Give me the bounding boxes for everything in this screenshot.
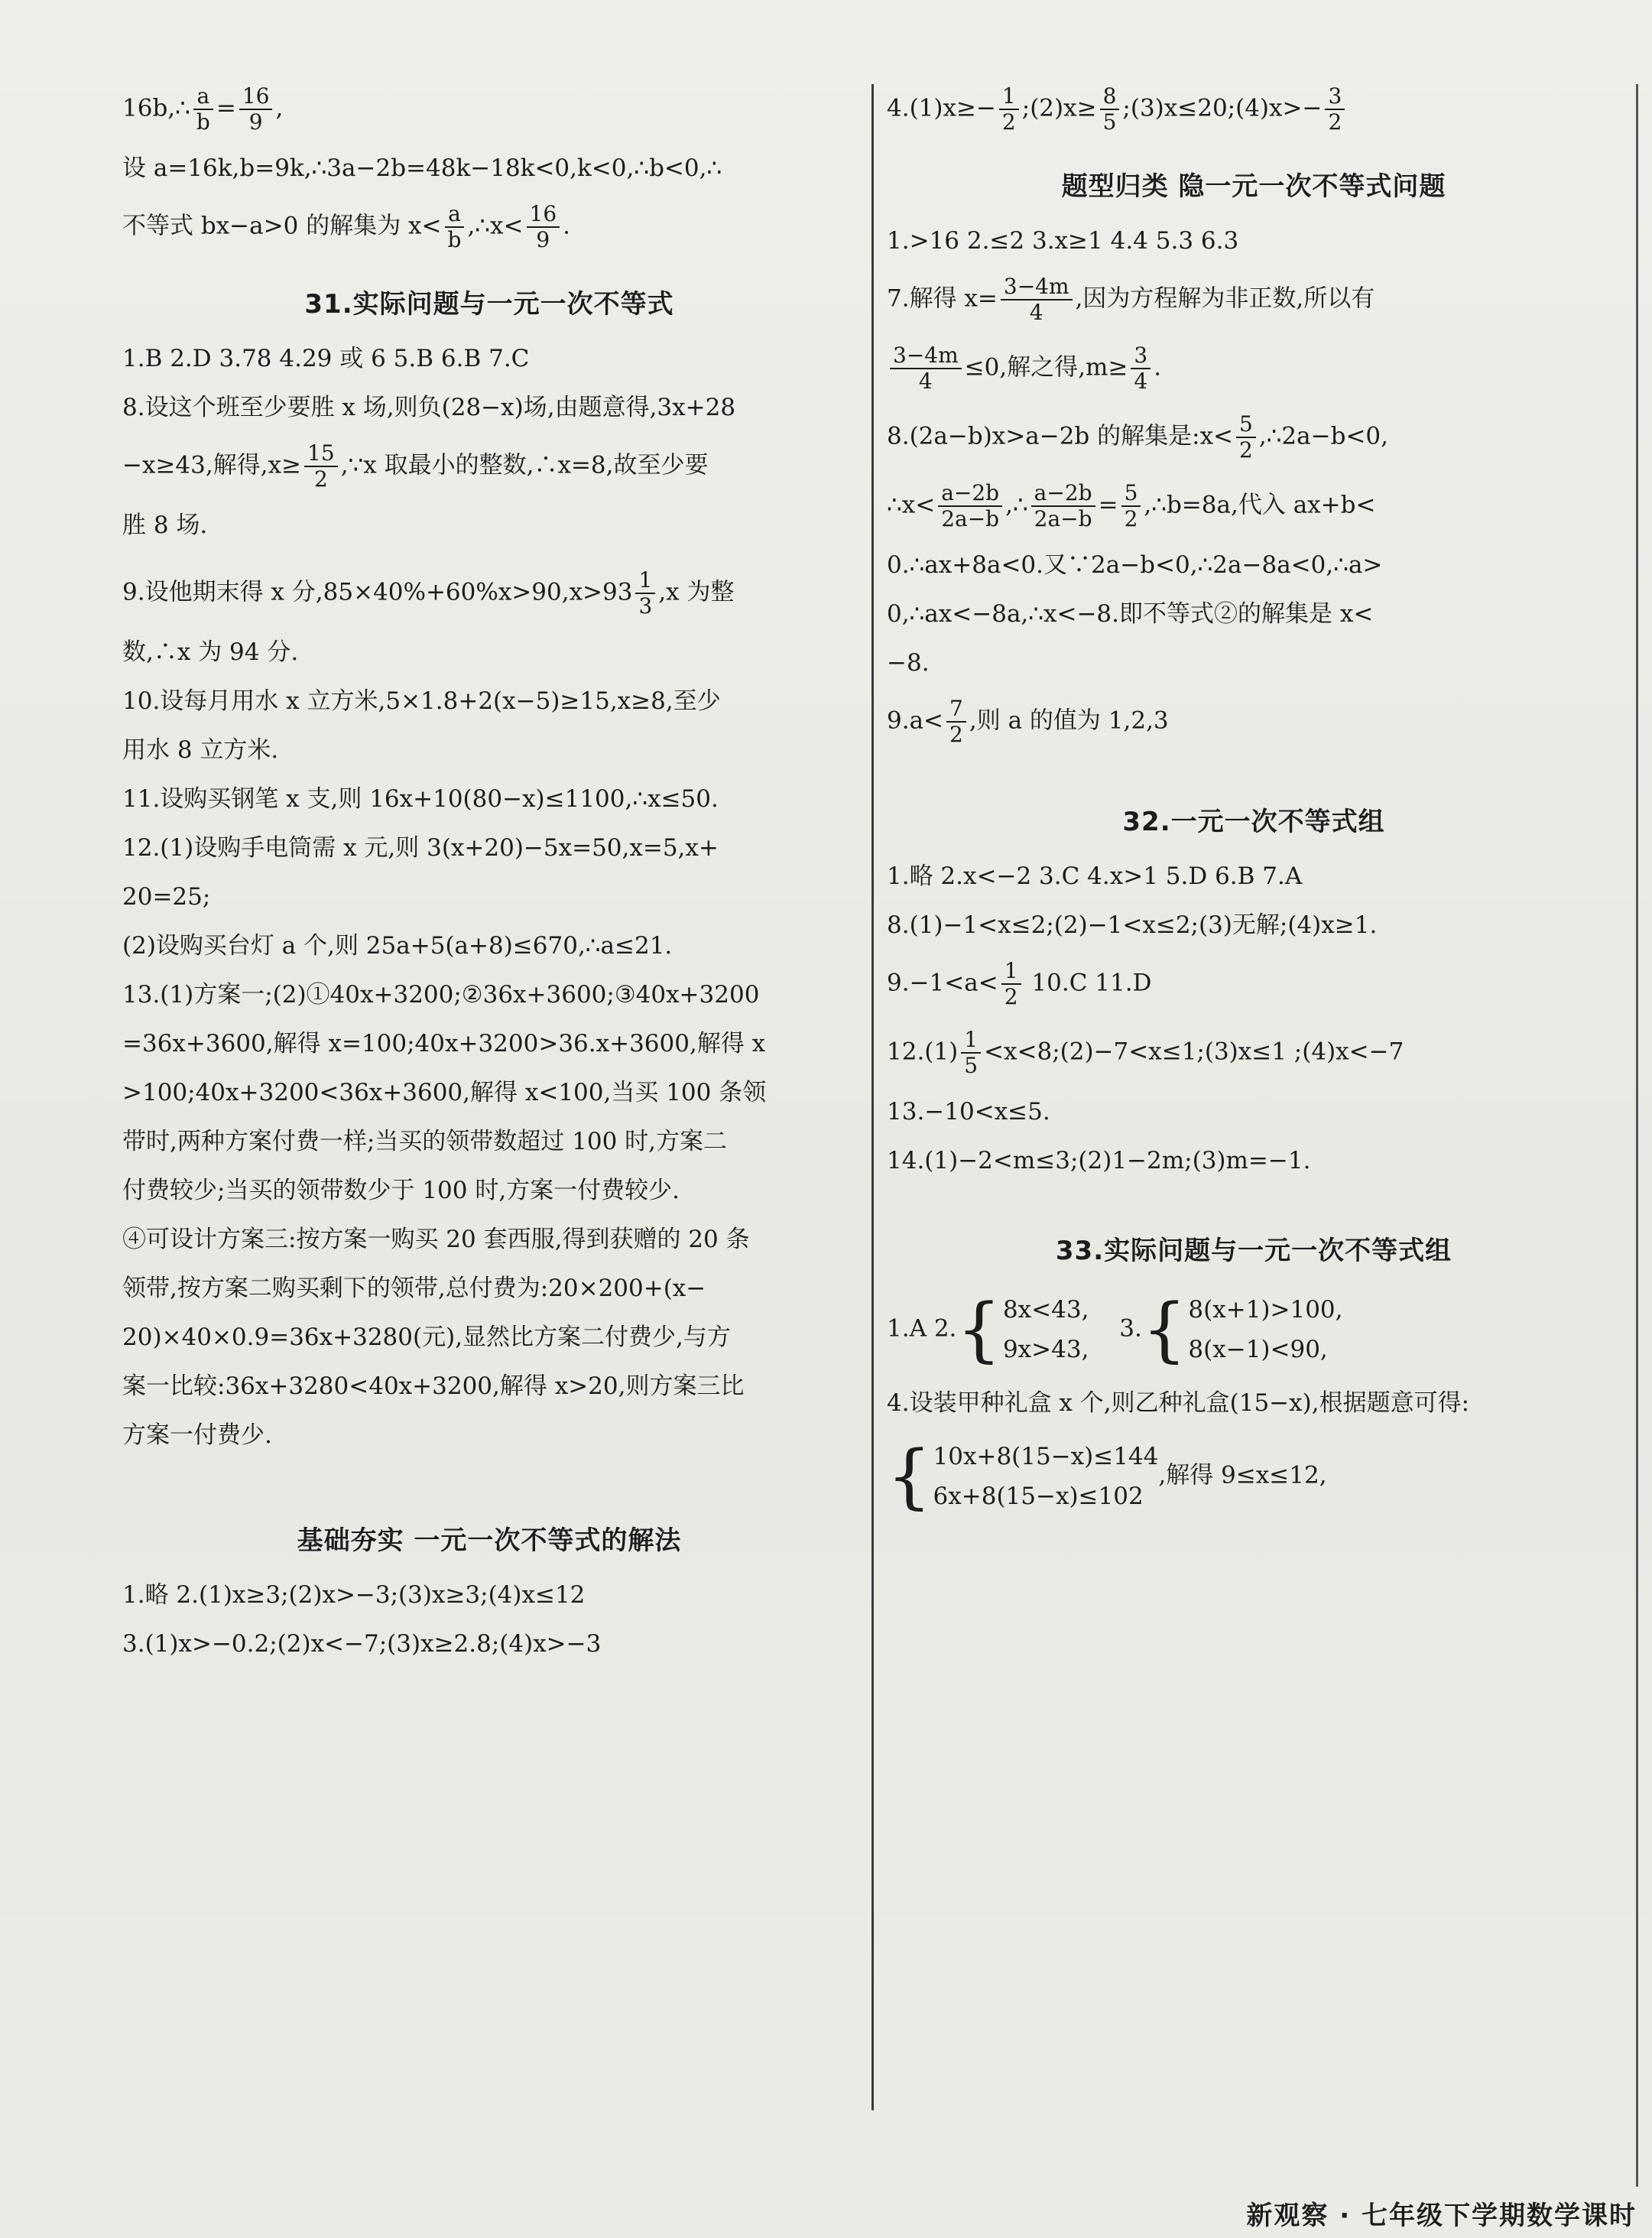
answer-line: 12.(1)设购手电筒需 x 元,则 3(x+20)−5x=50,x=5,x+ bbox=[122, 834, 719, 862]
answer-line: 11.设购买钢笔 x 支,则 16x+10(80−x)≤1100,∴x≤50. bbox=[122, 785, 719, 813]
answer-line: 16b,∴ $\frac{a}{b}$ = $\frac{16}{9}$ , bbox=[122, 83, 284, 135]
answer-line: 设 a=16k,b=9k,∴3a−2b=48k−18k<0,k<0,∴b<0,∴ bbox=[122, 154, 722, 182]
answer-line: 领带,按方案二购买剩下的领带,总付费为:20×200+(x− bbox=[122, 1275, 706, 1302]
answer-line: −x≥43,解得,x≥ $\frac{15}{2}$ ,∵x 取最小的整数,∴x=8,故至少要 bbox=[122, 440, 709, 492]
answer-line: 数,∴x 为 94 分. bbox=[122, 638, 299, 666]
right-column bbox=[887, 84, 1621, 1535]
answer-line: 13.(1)方案一;(2)①40x+3200;②36x+3600;③40x+3200 bbox=[122, 981, 760, 1009]
answer-line: 4.设装甲种礼盒 x 个,则乙种礼盒(15−x),根据题意可得: bbox=[887, 1389, 1470, 1417]
answer-line: 10.设每月用水 x 立方米,5×1.8+2(x−5)≥15,x≥8,至少 bbox=[122, 687, 721, 715]
answer-line: 12.(1) $\frac{1}{5}$ <x<8;(2)−7<x≤1;(3)x≤1 ;(4)x<−7 bbox=[887, 1027, 1404, 1078]
section-heading: 31.实际问题与一元一次不等式 bbox=[304, 289, 674, 320]
answer-line: 方案一付费少. bbox=[122, 1421, 272, 1449]
fraction: $\frac{a}{b}$ bbox=[193, 84, 213, 135]
fraction: $\frac{5}{2}$ bbox=[1121, 481, 1141, 531]
answer-line: $\frac{3-4m}{4}$ ≤0,解之得,m≥ $\frac{3}{4}$ . bbox=[887, 343, 1621, 394]
fraction: $\frac{a}{b}$ bbox=[445, 202, 465, 252]
inequality-system: 8(x+1)>100, 8(x−1)<90, bbox=[1188, 1296, 1343, 1363]
answer-line: 0,∴ax<−8a,∴x<−8.即不等式②的解集是 x< bbox=[887, 600, 1374, 628]
fraction: $\frac{8}{5}$ bbox=[1100, 84, 1120, 135]
answer-line: >100;40x+3200<36x+3600,解得 x<100,当买 100 条领 bbox=[122, 1079, 767, 1106]
page-edge-line bbox=[1636, 84, 1638, 2187]
answer-line: ④可设计方案三:按方案一购买 20 套西服,得到获赠的 20 条 bbox=[122, 1226, 750, 1253]
fraction: $\frac{7}{2}$ bbox=[946, 697, 966, 747]
fraction: $\frac{1}{2}$ bbox=[999, 84, 1019, 135]
answer-line: 9.a< $\frac{7}{2}$ ,则 a 的值为 1,2,3 bbox=[887, 696, 1169, 747]
answer-line: (2)设购买台灯 a 个,则 25a+5(a+8)≤670,∴a≤21. bbox=[122, 932, 673, 960]
answer-line: 不等式 bx−a>0 的解集为 x< $\frac{a}{b}$ ,∴x< $\frac{16}{9}$ . bbox=[122, 201, 570, 252]
section-heading: 题型归类 隐一元一次不等式问题 bbox=[1061, 171, 1446, 202]
answer-line: 8.设这个班至少要胜 x 场,则负(28−x)场,由题意得,3x+28 bbox=[122, 394, 736, 421]
answer-line: 4.(1)x≥− $\frac{1}{2}$ ;(2)x≥ $\frac{8}{5}$ ;(3)x≤20;(4)x>− $\frac{3}{2}$ bbox=[887, 84, 1621, 135]
inequality-system: 10x+8(15−x)≤144 6x+8(15−x)≤102 bbox=[933, 1443, 1159, 1510]
fraction: $\frac{a-2b}{2a-b}$ bbox=[938, 481, 1002, 531]
brace-symbol: { bbox=[956, 1288, 1001, 1370]
section-heading: 基础夯实 一元一次不等式的解法 bbox=[297, 1525, 682, 1556]
column-divider bbox=[871, 84, 874, 2110]
answer-line: { 10x+8(15−x)≤144 6x+8(15−x)≤102 ,解得 9≤x≤12, bbox=[887, 1435, 1327, 1517]
answer-line: 3.(1)x>−0.2;(2)x<−7;(3)x≥2.8;(4)x>−3 bbox=[122, 1630, 602, 1658]
answer-line: 胜 8 场. bbox=[122, 512, 208, 539]
answer-line: 20=25; bbox=[122, 883, 211, 911]
answer-line: 1.B 2.D 3.78 4.29 或 6 5.B 6.B 7.C bbox=[122, 345, 530, 372]
fraction: $\frac{1}{3}$ bbox=[635, 568, 655, 619]
answer-line: 1.>16 2.≤2 3.x≥1 4.4 5.3 6.3 bbox=[887, 227, 1239, 255]
answer-line: 20)×40×0.9=36x+3280(元),显然比方案二付费少,与方 bbox=[122, 1324, 731, 1351]
left-column bbox=[122, 84, 856, 1678]
brace-symbol: { bbox=[887, 1435, 932, 1517]
answer-line: 带时,两种方案付费一样;当买的领带数超过 100 时,方案二 bbox=[122, 1128, 728, 1155]
fraction: $\frac{3}{4}$ bbox=[1131, 343, 1151, 394]
answer-line: 1.A 2.{ 8x<43, 9x>43, 3.{ 8(x+1)>100, 8(x−1)<90, bbox=[887, 1288, 1343, 1370]
answer-line: =36x+3600,解得 x=100;40x+3200>36.x+3600,解得 x bbox=[122, 1030, 766, 1057]
fraction: $\frac{16}{9}$ bbox=[527, 202, 560, 252]
fraction: $\frac{3}{2}$ bbox=[1325, 84, 1345, 135]
answer-line: 付费较少;当买的领带数少于 100 时,方案一付费较少. bbox=[122, 1177, 680, 1204]
inequality-system: 8x<43, 9x>43, bbox=[1002, 1296, 1089, 1363]
answer-line: −8. bbox=[887, 649, 930, 677]
fraction: $\frac{a-2b}{2a-b}$ bbox=[1031, 481, 1095, 531]
fraction: $\frac{15}{2}$ bbox=[304, 441, 338, 492]
answer-line: 8.(2a−b)x>a−2b 的解集是:x< $\frac{5}{2}$ ,∴2a−b<0, bbox=[887, 411, 1389, 463]
answer-line: 0.∴ax+8a<0.又∵2a−b<0,∴2a−8a<0,∴a> bbox=[887, 551, 1383, 579]
page-footer: 新观察 · 七年级下学期数学课时 bbox=[1246, 2201, 1637, 2231]
section-heading: 33.实际问题与一元一次不等式组 bbox=[1055, 1236, 1452, 1266]
answer-line: 8.(1)−1<x≤2;(2)−1<x≤2;(3)无解;(4)x≥1. bbox=[887, 911, 1378, 939]
fraction: $\frac{3-4m}{4}$ bbox=[1001, 274, 1073, 325]
fraction: $\frac{5}{2}$ bbox=[1236, 412, 1256, 463]
fraction: $\frac{3-4m}{4}$ bbox=[890, 343, 962, 394]
section-heading: 32.一元一次不等式组 bbox=[1122, 807, 1385, 837]
answer-line: 9.设他期末得 x 分,85×40%+60%x>90,x>93 $\frac{1}{3}$ ,x 为整 bbox=[122, 567, 735, 619]
answer-line: 1.略 2.(1)x≥3;(2)x>−3;(3)x≥3;(4)x≤12 bbox=[122, 1581, 586, 1609]
answer-line: 用水 8 立方米. bbox=[122, 736, 279, 764]
answer-line: ∴x< $\frac{a-2b}{2a-b}$ ,∴ $\frac{a-2b}{2a-b}$ = $\frac{5}{2}$ ,∴b=8a,代入 ax+b< bbox=[887, 480, 1376, 531]
answer-line: 13.−10<x≤5. bbox=[887, 1098, 1050, 1125]
answer-line: 9.−1<a< $\frac{1}{2}$ 10.C 11.D bbox=[887, 958, 1152, 1009]
fraction: $\frac{1}{5}$ bbox=[961, 1028, 981, 1078]
fraction: $\frac{16}{9}$ bbox=[239, 84, 273, 135]
answer-line: 14.(1)−2<m≤3;(2)1−2m;(3)m=−1. bbox=[887, 1147, 1311, 1174]
brace-symbol: { bbox=[1141, 1288, 1187, 1370]
answer-line: 7.解得 x= $\frac{3-4m}{4}$ ,因为方程解为非正数,所以有 bbox=[887, 274, 1375, 325]
answer-line: 1.略 2.x<−2 3.C 4.x>1 5.D 6.B 7.A bbox=[887, 862, 1303, 890]
answer-line: 案一比较:36x+3280<40x+3200,解得 x>20,则方案三比 bbox=[122, 1372, 745, 1400]
fraction: $\frac{1}{2}$ bbox=[1001, 959, 1021, 1009]
